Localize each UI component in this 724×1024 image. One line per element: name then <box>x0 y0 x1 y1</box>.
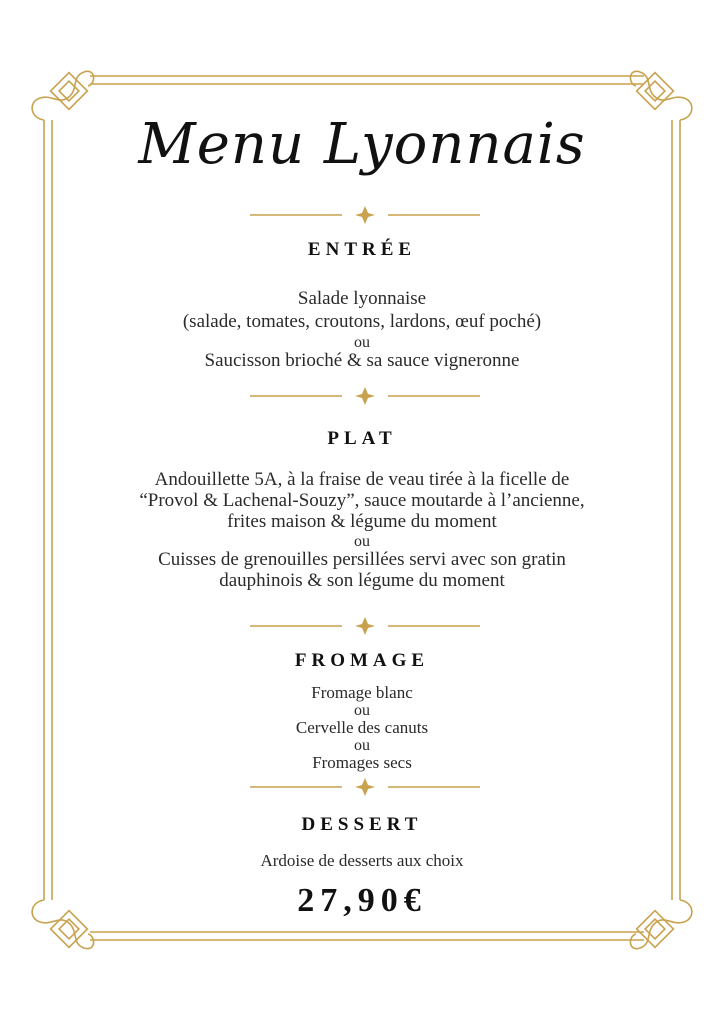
fromage-item: Fromages secs <box>312 753 412 772</box>
star-divider <box>250 616 480 636</box>
fromage-item: Cervelle des canuts <box>295 718 429 737</box>
fromage-item: Fromage blanc <box>311 683 413 702</box>
dessert-item: Ardoise de desserts aux choix <box>260 851 464 870</box>
star-divider <box>250 386 480 406</box>
star-divider <box>250 777 480 797</box>
or-separator: ou <box>354 737 370 754</box>
section-title-dessert: DESSERT <box>301 814 423 835</box>
entree-item: Salade lyonnaise <box>297 288 427 309</box>
entree-item-detail: (salade, tomates, croutons, lardons, œuf poché) <box>182 311 542 332</box>
or-separator: ou <box>354 533 370 550</box>
entree-item: Saucisson brioché & sa sauce vigneronne <box>204 350 520 371</box>
plat-item-line: frites maison & légume du moment <box>227 511 497 532</box>
plat-item-line: Cuisses de grenouilles persillées servi avec son gratin <box>158 549 566 570</box>
menu-price: 27,90€ <box>297 882 427 919</box>
plat-item-line: dauphinois & son légume du moment <box>219 570 505 591</box>
star-divider <box>250 205 480 225</box>
menu-title: Menu Lyonnais <box>138 112 586 177</box>
section-title-plat: PLAT <box>327 428 397 449</box>
section-title-fromage: FROMAGE <box>294 650 430 671</box>
plat-item-line: “Provol & Lachenal-Souzy”, sauce moutarde à l’ancienne, <box>139 490 585 511</box>
or-separator: ou <box>354 702 370 719</box>
section-title-entree: ENTRÉE <box>307 239 417 260</box>
or-separator: ou <box>354 334 370 351</box>
plat-item-line: Andouillette 5A, à la fraise de veau tirée à la ficelle de <box>154 469 570 490</box>
